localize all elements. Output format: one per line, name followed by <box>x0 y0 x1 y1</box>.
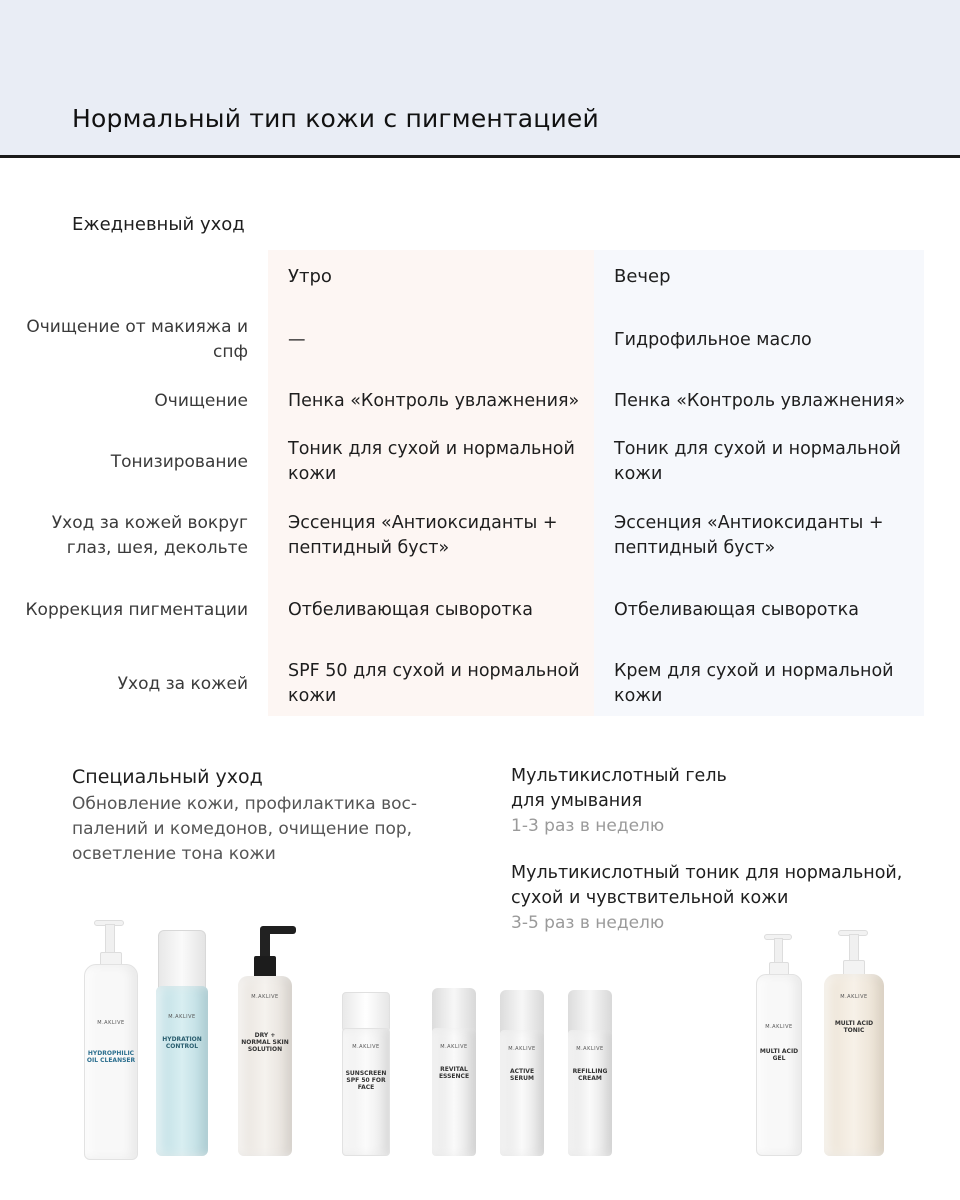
product-foam-mousse <box>152 930 212 1160</box>
toner-brand: M.AKLIVE <box>251 994 279 1000</box>
row-label-toning: Тонизирование <box>110 451 248 472</box>
row-label-makeup-removal: Очищение от макияжа и спф <box>26 317 248 362</box>
acid-gel-label: MULTI ACID GEL <box>759 1048 799 1062</box>
mousse-brand: M.AKLIVE <box>168 1014 196 1020</box>
product-toner <box>232 926 298 1160</box>
cream-label: REFILLING CREAM <box>572 1068 608 1082</box>
morning-column-header: Утро <box>288 266 332 287</box>
product-multi-acid-gel <box>748 934 810 1160</box>
evening-column-header: Вечер <box>614 266 671 287</box>
row-label-pigmentation: Коррекция пигментации <box>25 599 248 620</box>
page-title: Нормальный тип кожи с пигментацией <box>72 104 599 133</box>
cream-brand: M.AKLIVE <box>576 1046 604 1052</box>
essence-brand: M.AKLIVE <box>440 1044 468 1050</box>
product-multi-acid-tonic <box>818 930 890 1160</box>
daily-care-title: Ежедневный уход <box>72 214 245 235</box>
spf-brand: M.AKLIVE <box>352 1044 380 1050</box>
cell-evening-toning: Тоник для сухой и нормальной кожи <box>614 439 901 484</box>
product-cream <box>564 990 616 1160</box>
cell-morning-skin-care: SPF 50 для сухой и нормальной кожи <box>288 661 580 706</box>
cell-evening-eye-neck-care: Эссенция «Антиоксиданты + пептидный буст» <box>614 513 884 558</box>
product-serum <box>496 990 548 1160</box>
cell-evening-pigmentation: Отбеливающая сыворотка <box>614 599 859 620</box>
row-label-eye-neck-care: Уход за кожей вокруг глаз, шея, декольте <box>51 513 248 558</box>
acid-tonic-brand: M.AKLIVE <box>840 994 868 1000</box>
cell-morning-cleansing: Пенка «Контроль увлажнения» <box>288 390 580 411</box>
serum-label: ACTIVE SERUM <box>509 1068 535 1082</box>
page-header <box>0 0 960 158</box>
special-care-description: Обновление кожи, профилактика воспалений и комедонов, очищение пор, осветление тона кожи <box>72 794 417 864</box>
cell-evening-makeup-removal: Гидрофильное масло <box>614 329 812 350</box>
toner-label: DRY + NORMAL SKIN SOLUTION <box>241 1032 289 1053</box>
special-care-section <box>72 764 452 867</box>
acid-product-gel <box>511 764 751 838</box>
cell-morning-toning: Тоник для сухой и нормальной кожи <box>288 439 575 484</box>
acid-tonic-label: MULTI ACID TONIC <box>834 1020 874 1034</box>
cell-morning-eye-neck-care: Эссенция «Антиоксиданты + пептидный буст» <box>288 513 558 558</box>
cell-morning-pigmentation: Отбеливающая сыворотка <box>288 599 533 620</box>
acid-gel-name: Мультикислотный гель для умывания <box>511 766 727 811</box>
serum-brand: M.AKLIVE <box>508 1046 536 1052</box>
cell-evening-skin-care: Крем для сухой и нормальной кожи <box>614 661 894 706</box>
cell-morning-makeup-removal: — <box>288 329 306 350</box>
acid-tonic-name: Мультикислотный тоник для нормальной, сухой и чувствительной кожи <box>511 863 903 908</box>
special-care-title: Специальный уход <box>72 766 263 788</box>
row-label-skin-care: Уход за кожей <box>117 673 248 694</box>
row-label-cleansing: Очищение <box>154 390 248 411</box>
acid-tonic-frequency: 3-5 раз в неделю <box>511 913 665 933</box>
oil-brand: M.AKLIVE <box>97 1020 125 1026</box>
essence-label: REVITAL ESSENCE <box>438 1066 470 1080</box>
product-spf <box>338 992 394 1160</box>
product-essence <box>428 988 480 1160</box>
acid-product-tonic <box>511 861 911 935</box>
acid-gel-frequency: 1-3 раз в неделю <box>511 816 665 836</box>
cell-evening-cleansing: Пенка «Контроль увлажнения» <box>614 390 906 411</box>
acid-gel-brand: M.AKLIVE <box>765 1024 793 1030</box>
spf-label: SUNSCREEN SPF 50 FOR FACE <box>345 1070 387 1091</box>
oil-label: HYDROPHILIC OIL CLEANSER <box>86 1050 136 1064</box>
mousse-label: HYDRATION CONTROL <box>162 1036 202 1050</box>
product-oil-cleanser <box>72 920 150 1160</box>
